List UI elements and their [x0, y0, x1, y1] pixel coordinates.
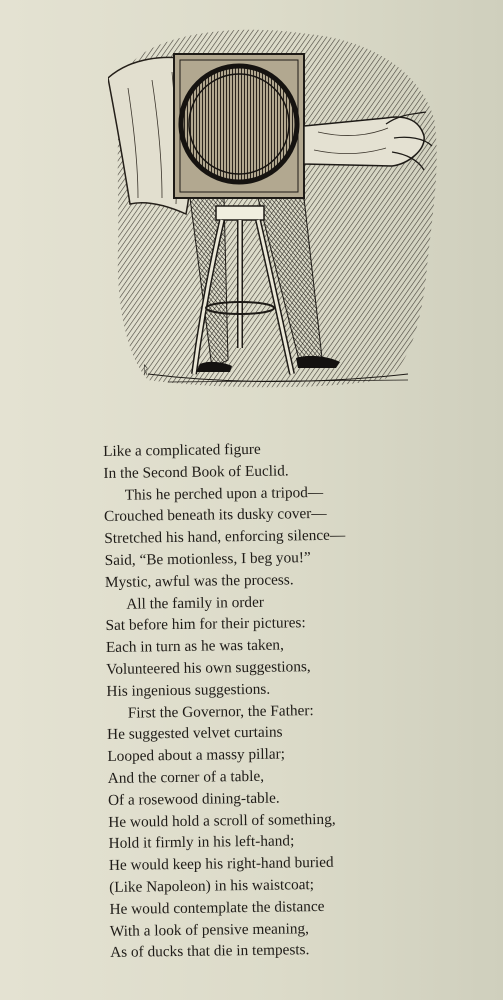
poem-line: Each in turn as he was taken,	[105, 636, 284, 657]
poem-line: Stretched his hand, enforcing silence—	[104, 526, 346, 548]
poem-text	[103, 435, 503, 964]
poem-line: Looped about a massy pillar;	[107, 745, 286, 766]
poem-line: (Like Napoleon) in his waistcoat;	[109, 876, 315, 896]
poem-line: Hold it firmly in his left-hand;	[108, 832, 295, 853]
poem-line: In the Second Book of Euclid.	[103, 462, 289, 482]
poem-line: Volunteered his own suggestions,	[106, 658, 311, 678]
poem-line: This he perched upon a tripod—	[124, 483, 324, 504]
poem-line: With a look of pensive meaning,	[109, 919, 309, 940]
poem-line: Mystic, awful was the process.	[104, 571, 294, 591]
poem-line: And the corner of a table,	[107, 767, 265, 787]
poem-line: As of ducks that die in tempests.	[110, 941, 310, 962]
poem-line: Like a complicated figure	[103, 440, 261, 460]
poem-line: He suggested velvet curtains	[106, 723, 283, 744]
poem-line: His ingenious suggestions.	[106, 680, 271, 700]
poem-line: Crouched beneath its dusky cover—	[103, 505, 327, 526]
poem-line: First the Governor, the Father:	[127, 701, 314, 722]
poem-line: All the family in order	[126, 593, 265, 613]
poem-line: He would keep his right-hand buried	[108, 853, 334, 875]
poem-line: He would contemplate the distance	[109, 897, 325, 918]
camera-illustration	[108, 28, 443, 406]
artist-monogram: ᚱ	[142, 363, 150, 377]
poem-line: He would hold a scroll of something,	[108, 810, 336, 831]
poem-line: Of a rosewood dining-table.	[107, 789, 280, 809]
poem-line: Sat before him for their pictures:	[105, 614, 306, 635]
poem-line: Said, “Be motionless, I beg you!”	[104, 549, 311, 569]
